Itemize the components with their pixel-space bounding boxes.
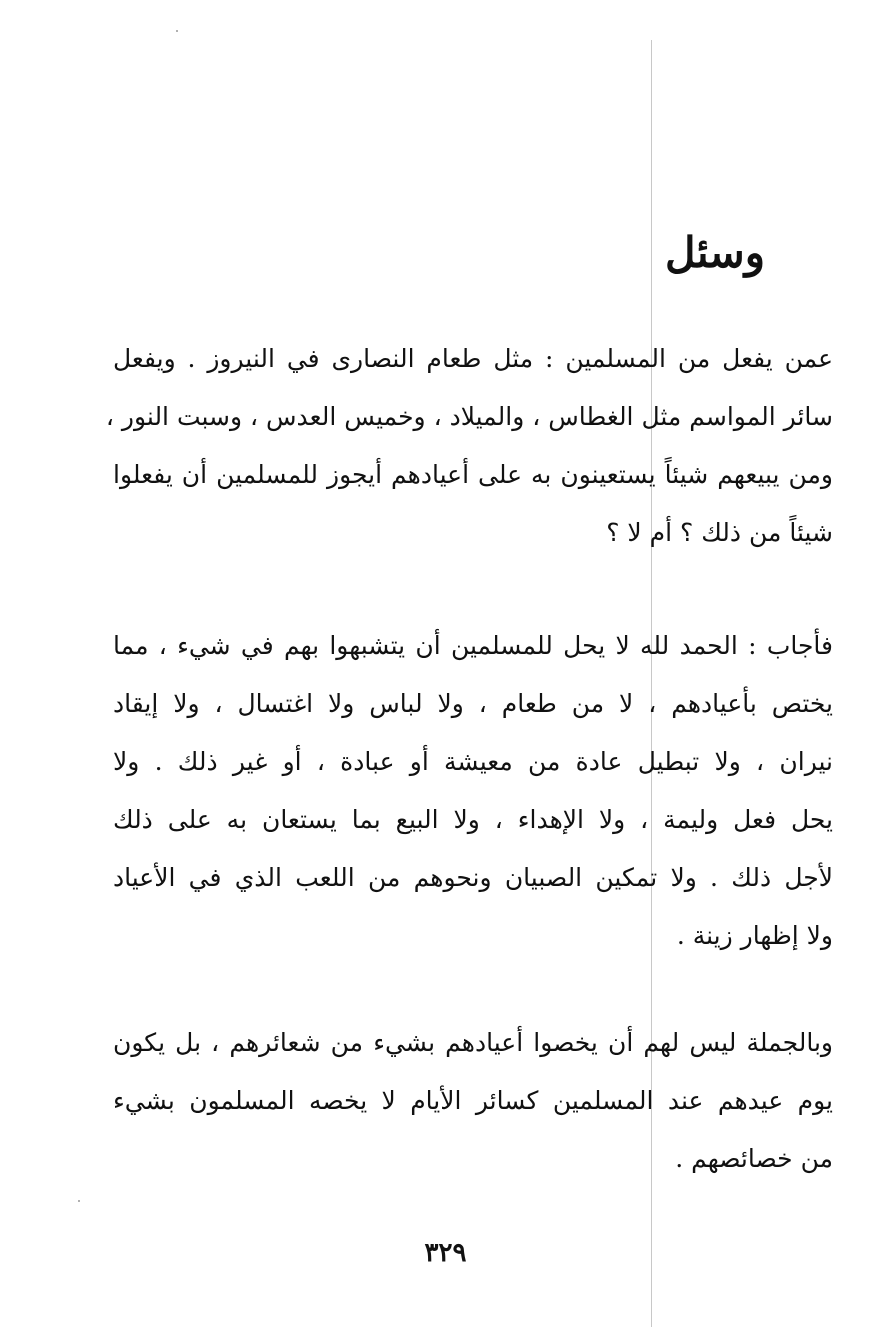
text-line: ولا إظهار زينة . (676, 921, 833, 950)
text-line: لأجل ذلك . ولا تمكين الصبيان ونحوهم من اللعب الذي في الأعياد (113, 863, 833, 892)
section-heading: وسئل (665, 228, 765, 277)
summary-paragraph (113, 1014, 833, 1188)
text-line: يختص بأعيادهم ، لا من طعام ، ولا لباس ولا اغتسال ، ولا إيقاد (113, 689, 833, 718)
page-number: ٣٢٩ (424, 1238, 467, 1268)
scan-speck (78, 1200, 80, 1202)
text-line: نيران ، ولا تبطيل عادة من معيشة أو عبادة ، أو غير ذلك . ولا (113, 747, 833, 776)
text-line: فأجاب : الحمد لله لا يحل للمسلمين أن يتشبهوا بهم في شيء ، مما (113, 631, 833, 660)
text-line: عمن يفعل من المسلمين : مثل طعام النصارى في النيروز . ويفعل (113, 344, 833, 373)
question-paragraph (105, 330, 833, 562)
text-line: من خصائصهم . (675, 1144, 833, 1173)
text-line: وبالجملة ليس لهم أن يخصوا أعيادهم بشيء من شعائرهم ، بل يكون (113, 1028, 833, 1057)
text-line: يحل فعل وليمة ، ولا الإهداء ، ولا البيع بما يستعان به على ذلك (113, 805, 833, 834)
scan-speck (176, 30, 178, 32)
text-line: شيئاً من ذلك ؟ أم لا ؟ (606, 518, 833, 547)
text-line: ومن يبيعهم شيئاً يستعينون به على أعيادهم أيجوز للمسلمين أن يفعلوا (113, 460, 833, 489)
text-line: سائر المواسم مثل الغطاس ، والميلاد ، وخميس العدس ، وسبت النور ، (105, 402, 833, 431)
text-line: يوم عيدهم عند المسلمين كسائر الأيام لا يخصه المسلمون بشيء (113, 1086, 833, 1115)
answer-paragraph (113, 617, 833, 965)
